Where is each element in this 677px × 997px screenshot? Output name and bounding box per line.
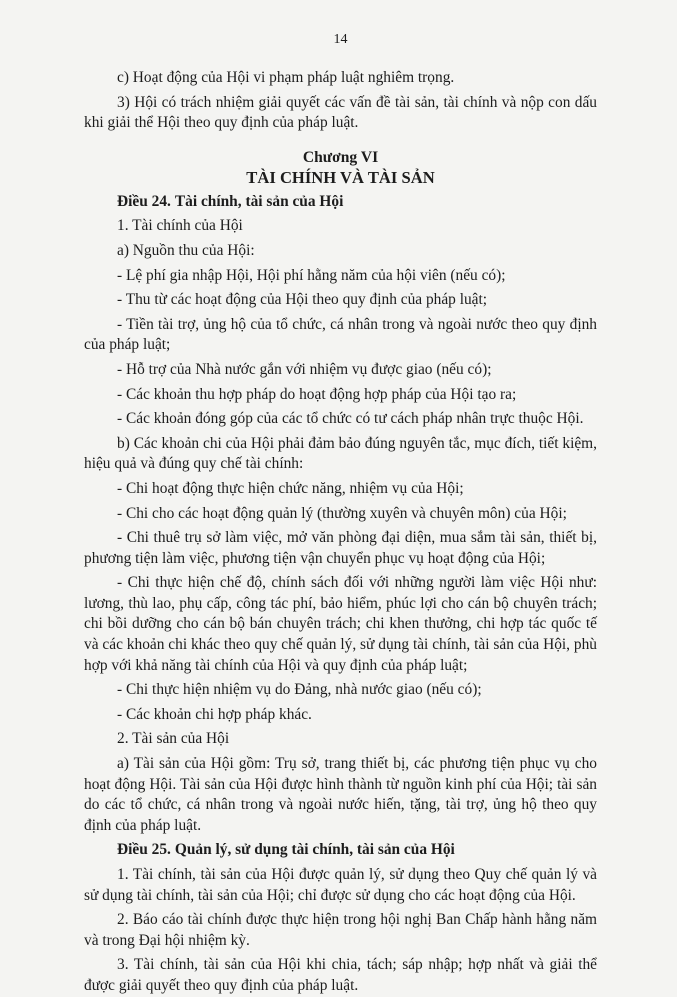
article-24-title: Tài chính, tài sản của Hội [174, 192, 344, 210]
chapter-label: Chương VI [302, 148, 379, 166]
article-25-body [84, 865, 597, 997]
article-24-paragraph: - Hỗ trợ của Nhà nước gắn với nhiệm vụ được giao (nếu có); [117, 360, 492, 378]
article-24-paragraph: a) Nguồn thu của Hội: [117, 241, 255, 259]
article-24-paragraph: b) Các khoản chi của Hội phải đảm bảo đúng nguyên tắc, mục đích, tiết kiệm, hiệu quả và đúng quy chế tài chính: [84, 434, 597, 473]
article-24-paragraph: - Các khoản thu hợp pháp do hoạt động hợp pháp của Hội tạo ra; [117, 385, 517, 403]
intro-paragraph-1: c) Hoạt động của Hội vi phạm pháp luật nghiêm trọng. [117, 69, 455, 86]
article-25-title: Quản lý, sử dụng tài chính, tài sản của Hội [174, 841, 455, 859]
intro-paragraph-2: 3) Hội có trách nhiệm giải quyết các vấn đề tài sản, tài chính và nộp con dấu khi giải thể Hội theo quy định của pháp luật. [84, 93, 597, 132]
article-24-paragraph: 2. Tài sản của Hội [117, 730, 230, 748]
article-24-body [84, 216, 597, 836]
article-25-paragraph: 2. Báo cáo tài chính được thực hiện trong hội nghị Ban Chấp hành hằng năm và trong Đại hội nhiệm kỳ. [84, 911, 597, 949]
article-24-paragraph: - Chi thuê trụ sở làm việc, mở văn phòng đại diện, mua sắm tài sản, thiết bị, phương tiện làm việc, phương tiện vận chuyển phục vụ hoạt động của Hội; [84, 529, 597, 567]
article-25-paragraph: 3. Tài chính, tài sản của Hội khi chia, tách; sáp nhập; hợp nhất và giải thể được giải quyết theo quy định của pháp luật. [84, 956, 597, 994]
article-24-paragraph: 1. Tài chính của Hội [117, 217, 243, 235]
article-24-paragraph: - Chi cho các hoạt động quản lý (thường xuyên và chuyên môn) của Hội; [117, 504, 567, 522]
article-25-heading [84, 840, 597, 861]
article-24-paragraph: - Các khoản chi hợp pháp khác. [117, 705, 312, 723]
article-24-paragraph: a) Tài sản của Hội gồm: Trụ sở, trang thiết bị, các phương tiện phục vụ cho hoạt động Hội. Tài sản của Hội được hình thành từ nguồn kinh phí của Hội; tài sản do các tổ chức, cá nhân trong và ngoài nước hiến, tặng, tài trợ, ủng hộ theo quy định của pháp luật. [84, 755, 597, 834]
article-24-paragraph: - Chi thực hiện chế độ, chính sách đối với những người làm việc Hội như: lương, thù lao, phụ cấp, công tác phí, bảo hiểm, phúc lợi cho cán bộ chuyên trách; chi bồi dưỡng cho cán bộ bán chuyên trách; chi khen thưởng, chi hợp tác quốc tế và các khoản chi khác theo quy chế quản lý, sử dụng tài chính, tài sản của Hội, phù hợp với khả năng tài chính của Hội và quy định của pháp luật; [84, 574, 597, 674]
chapter-title: TÀI CHÍNH VÀ TÀI SẢN [246, 167, 435, 187]
article-24-paragraph: - Chi hoạt động thực hiện chức năng, nhiệm vụ của Hội; [117, 479, 464, 497]
page-number: 14 [333, 32, 348, 47]
article-24-heading [84, 192, 597, 213]
article-24-paragraph: - Tiền tài trợ, ủng hộ của tổ chức, cá nhân trong và ngoài nước theo quy định của pháp luật; [84, 315, 597, 354]
article-24-paragraph: - Các khoản đóng góp của các tổ chức có tư cách pháp nhân trực thuộc Hội. [117, 410, 584, 428]
article-24-paragraph: - Chi thực hiện nhiệm vụ do Đảng, nhà nước giao (nếu có); [117, 681, 482, 699]
article-24-paragraph: - Thu từ các hoạt động của Hội theo quy định của pháp luật; [117, 291, 488, 309]
article-24-label: Điều 24. [117, 192, 171, 210]
article-25-label: Điều 25. [117, 841, 171, 859]
article-25-paragraph: 1. Tài chính, tài sản của Hội được quản lý, sử dụng theo Quy chế quản lý và sử dụng tài chính, tài sản của Hội; chỉ được sử dụng cho các hoạt động của Hội. [84, 866, 597, 904]
article-24-paragraph: - Lệ phí gia nhập Hội, Hội phí hằng năm của hội viên (nếu có); [117, 266, 506, 284]
